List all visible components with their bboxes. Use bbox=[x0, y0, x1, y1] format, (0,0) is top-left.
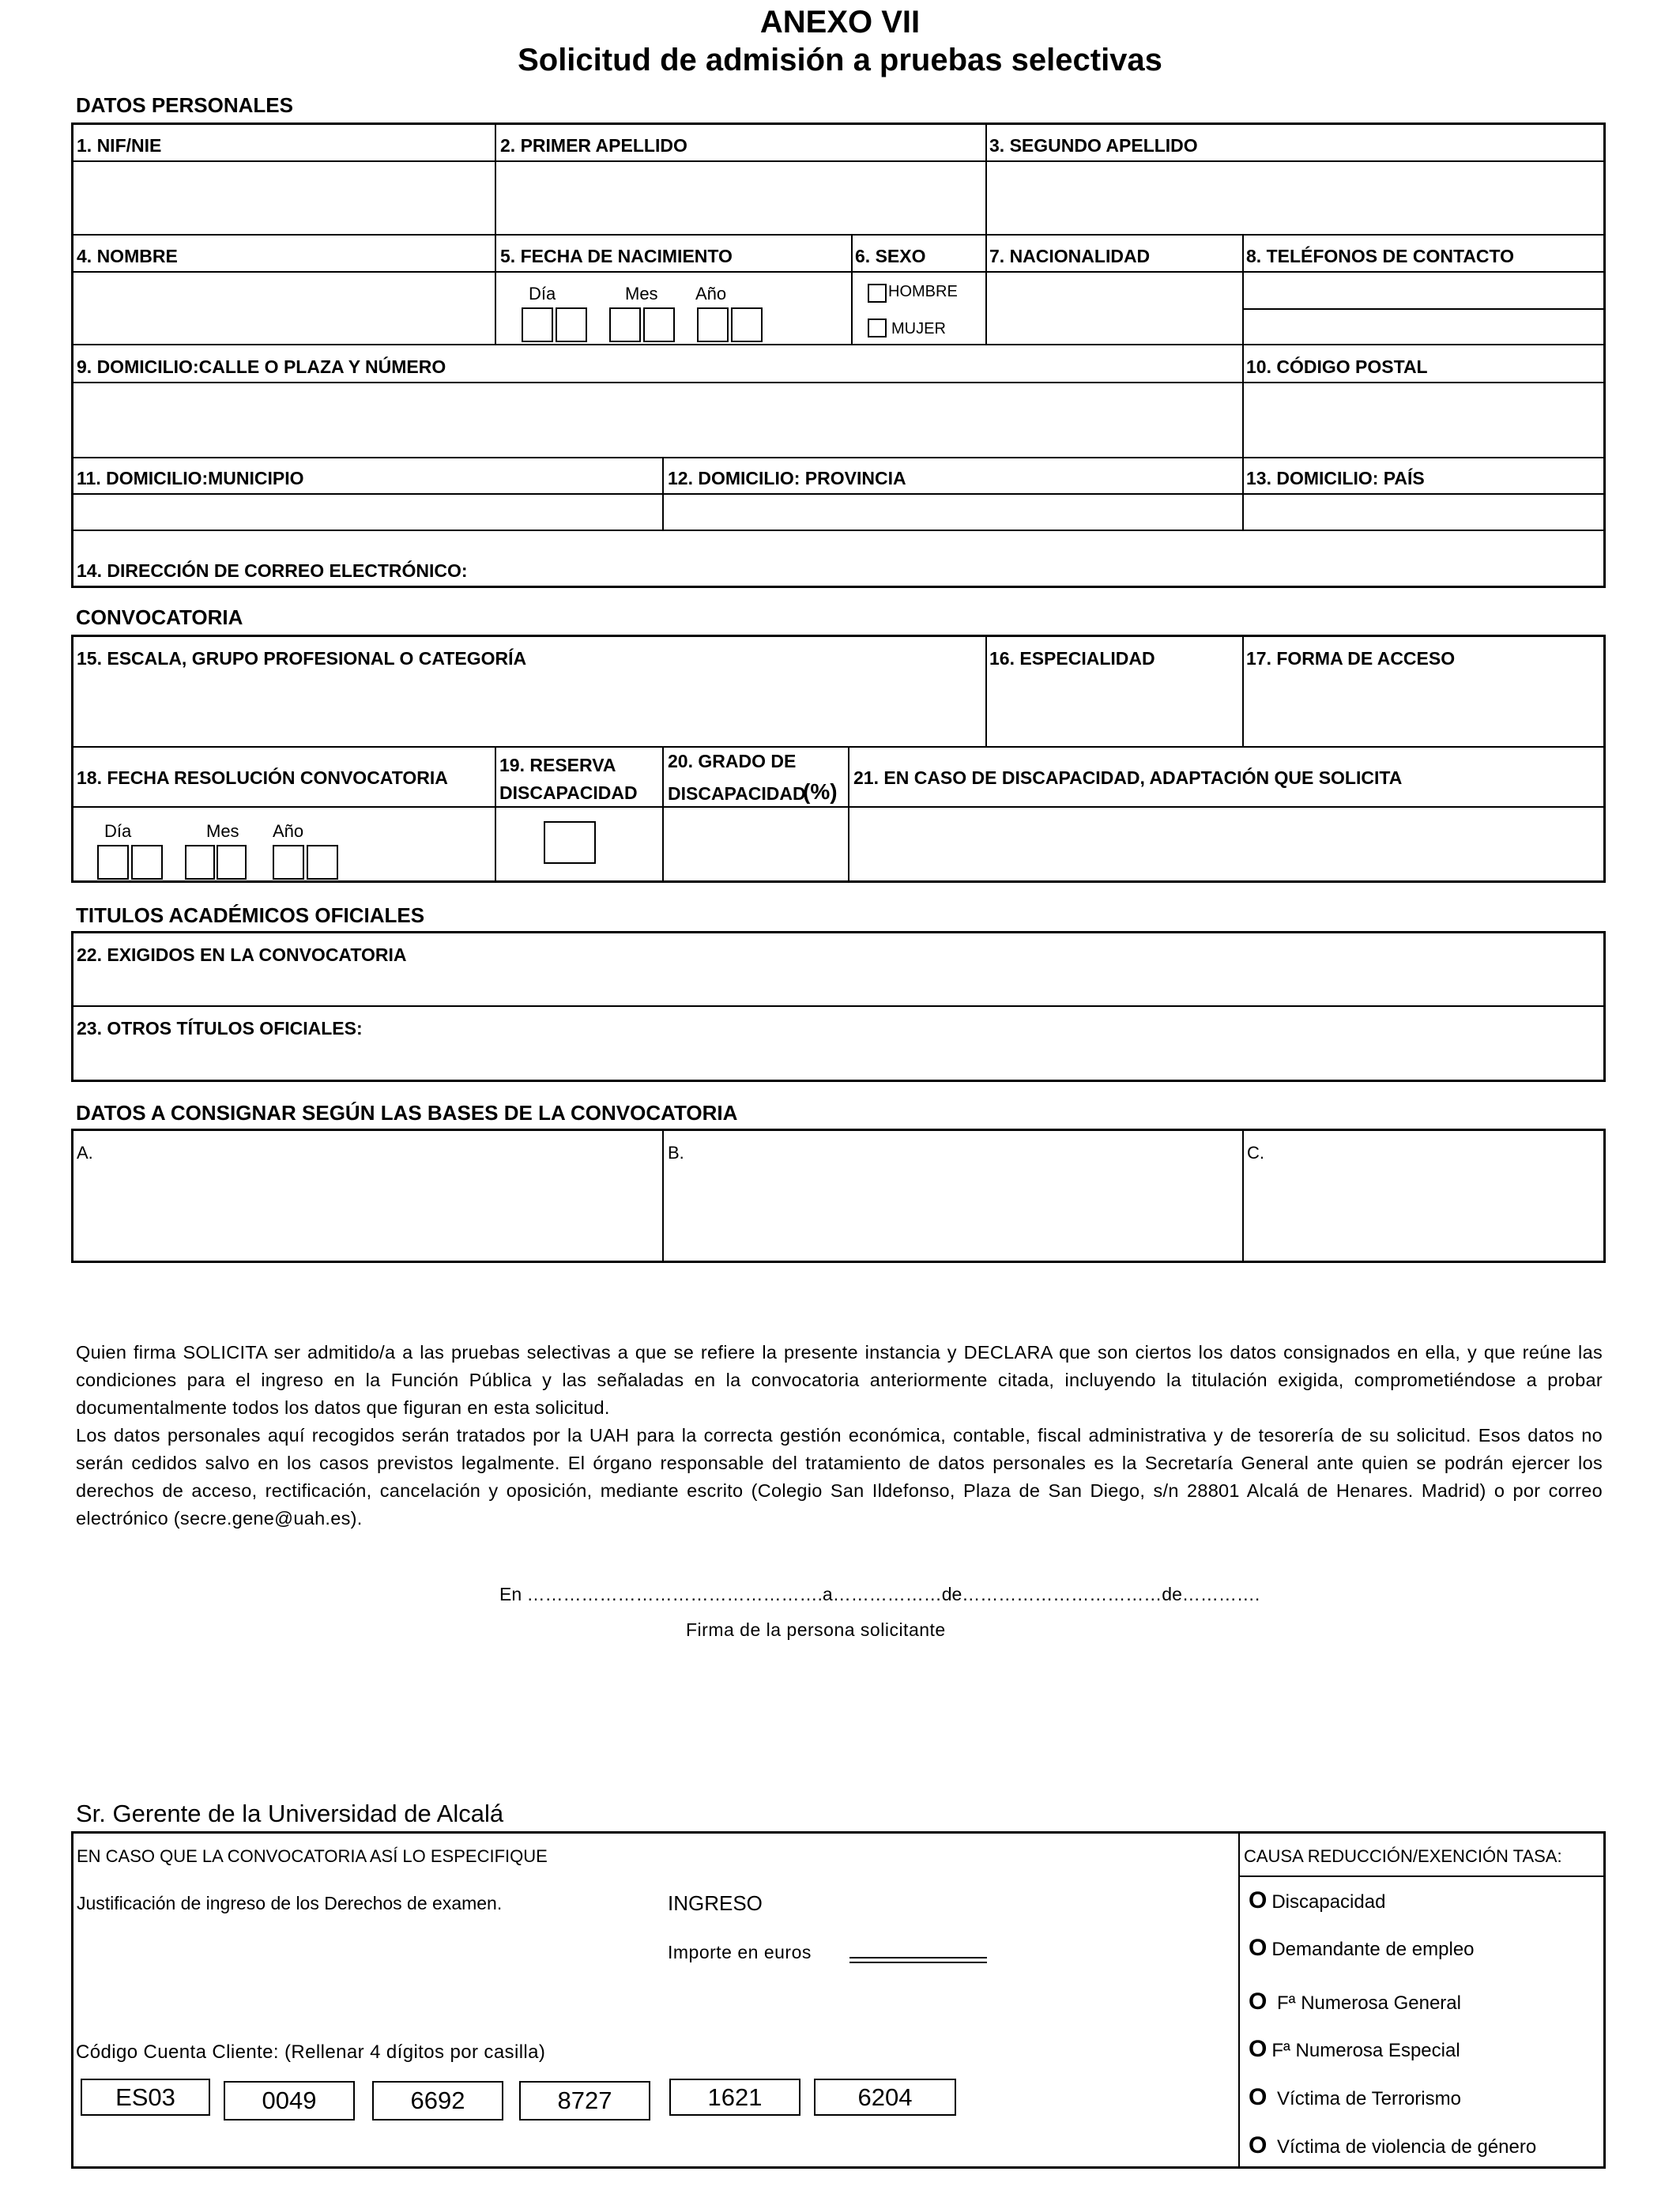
nacionalidad-input[interactable] bbox=[988, 273, 1241, 343]
base-b-input[interactable] bbox=[664, 1168, 1241, 1261]
causa-discapacidad[interactable] bbox=[1249, 1887, 1385, 1914]
cuenta-casilla-numero-1[interactable]: 1621 bbox=[669, 2079, 800, 2116]
field-primer-apellido: 2. PRIMER APELLIDO bbox=[500, 135, 687, 156]
field-telefonos: 8. TELÉFONOS DE CONTACTO bbox=[1246, 246, 1515, 266]
titulos-exigidos-input[interactable] bbox=[395, 933, 1603, 1005]
birth-year-digit[interactable] bbox=[731, 307, 763, 342]
ingreso-label: INGRESO bbox=[668, 1891, 763, 1915]
sexo-hombre-label: HOMBRE bbox=[888, 283, 958, 300]
form-title: Solicitud de admisión a pruebas selectivas bbox=[518, 43, 1162, 77]
field-base-a: A. bbox=[77, 1143, 93, 1163]
provincia-input[interactable] bbox=[664, 495, 1241, 529]
field-otros-titulos: 23. OTROS TÍTULOS OFICIALES: bbox=[77, 1018, 363, 1039]
field-nombre: 4. NOMBRE bbox=[77, 246, 178, 266]
field-forma-acceso: 17. FORMA DE ACCESO bbox=[1246, 648, 1456, 669]
municipio-input[interactable] bbox=[73, 495, 661, 529]
radio-icon: O bbox=[1249, 2036, 1268, 2062]
birth-day-digit[interactable] bbox=[556, 307, 587, 342]
base-c-input[interactable] bbox=[1245, 1168, 1603, 1261]
birth-day-digit[interactable] bbox=[522, 307, 553, 342]
field-domicilio-calle: 9. DOMICILIO:CALLE O PLAZA Y NÚMERO bbox=[77, 356, 446, 377]
causa-familia-numerosa-general[interactable] bbox=[1249, 1989, 1461, 2015]
field-segundo-apellido: 3. SEGUNDO APELLIDO bbox=[989, 135, 1198, 156]
radio-icon: O bbox=[1249, 2132, 1268, 2158]
radio-icon: O bbox=[1249, 1887, 1268, 1913]
resolucion-day-digit[interactable] bbox=[97, 845, 129, 880]
sexo-mujer-checkbox[interactable] bbox=[868, 319, 887, 337]
resolucion-month-digit[interactable] bbox=[185, 845, 215, 880]
field-base-b: B. bbox=[668, 1143, 684, 1163]
pago-header-right: CAUSA REDUCCIÓN/EXENCIÓN TASA: bbox=[1244, 1846, 1562, 1866]
birth-month-digit[interactable] bbox=[609, 307, 641, 342]
base-a-input[interactable] bbox=[73, 1168, 661, 1261]
primer-apellido-input[interactable] bbox=[497, 162, 984, 233]
nif-nie-input[interactable] bbox=[73, 162, 493, 233]
resolucion-day-label: Día bbox=[104, 821, 132, 841]
field-reserva-discapacidad-1: 19. RESERVA bbox=[499, 755, 616, 775]
email-input[interactable] bbox=[443, 532, 1603, 586]
declaracion-solicita: Quien firma SOLICITA ser admitido/a a las pruebas selectivas a que se refiere la presente instancia y DECLARA que son ciertos los datos consignados en ella, y que reúne las condiciones para el ingreso en la Función Pública y las señaladas en la convocatoria anteriormente citada, incluyendo la titulación exigida, comprometiéndose a probar documentalmente todos los datos que figuran en esta solicitud. bbox=[76, 1342, 1603, 1418]
importe-input[interactable] bbox=[849, 1957, 987, 1963]
causa-label: Demandante de empleo bbox=[1271, 1939, 1475, 1960]
cuenta-casilla-entidad[interactable]: 0049 bbox=[224, 2081, 355, 2120]
telefono-2-input[interactable] bbox=[1245, 310, 1603, 343]
grado-discapacidad-input[interactable] bbox=[665, 809, 846, 881]
sexo-hombre-checkbox[interactable] bbox=[868, 284, 887, 303]
field-fecha-nacimiento: 5. FECHA DE NACIMIENTO bbox=[500, 246, 733, 266]
declaracion-proteccion-datos: Los datos personales aquí recogidos serán tratados por la UAH para la correcta gestión económica, contable, fiscal administrativa y de tesorería de su solicitud. Esos datos no serán cedidos salvo en los casos previstos legalmente. El órgano responsable del tratamiento de datos personales es la Secretaría General ante quien se podrán ejercer los derechos de acceso, rectificación, cancelación y oposición, mediante escrito (Colegio San Ildefonso, Plaza de San Diego, s/n 28801 Alcalá de Henares. Madrid) o por correo electrónico (secre.gene@uah.es). bbox=[76, 1425, 1603, 1529]
radio-icon: O bbox=[1249, 1935, 1268, 1961]
field-base-c: C. bbox=[1247, 1143, 1264, 1163]
causa-label: Víctima de Terrorismo bbox=[1271, 2088, 1461, 2109]
forma-acceso-input[interactable] bbox=[1245, 677, 1603, 745]
annex-title: ANEXO VII bbox=[759, 5, 921, 40]
field-provincia: 12. DOMICILIO: PROVINCIA bbox=[668, 468, 906, 488]
cuenta-casilla-iban[interactable]: ES03 bbox=[81, 2079, 210, 2116]
especialidad-input[interactable] bbox=[988, 677, 1241, 745]
birth-year-label: Año bbox=[695, 284, 727, 303]
field-fecha-resolucion: 18. FECHA RESOLUCIÓN CONVOCATORIA bbox=[77, 767, 448, 788]
section-convocatoria: CONVOCATORIA bbox=[76, 605, 243, 629]
field-municipio: 11. DOMICILIO:MUNICIPIO bbox=[77, 468, 304, 488]
field-especialidad: 16. ESPECIALIDAD bbox=[989, 648, 1155, 669]
section-titulos: TITULOS ACADÉMICOS OFICIALES bbox=[76, 903, 425, 927]
declaracion-text bbox=[76, 1339, 1603, 1532]
birth-day-label: Día bbox=[529, 284, 556, 303]
field-pais: 13. DOMICILIO: PAÍS bbox=[1246, 468, 1425, 488]
field-escala-grupo: 15. ESCALA, GRUPO PROFESIONAL O CATEGORÍA bbox=[77, 648, 527, 669]
field-titulos-exigidos: 22. EXIGIDOS EN LA CONVOCATORIA bbox=[77, 944, 407, 965]
birth-month-digit[interactable] bbox=[643, 307, 675, 342]
pago-header-left: EN CASO QUE LA CONVOCATORIA ASÍ LO ESPECIFIQUE bbox=[77, 1846, 548, 1866]
importe-label: Importe en euros bbox=[668, 1942, 812, 1962]
adaptacion-input[interactable] bbox=[850, 809, 1603, 881]
causa-label: Fª Numerosa General bbox=[1271, 1992, 1461, 2014]
field-grado-discapacidad-2: DISCAPACIDAD bbox=[668, 783, 806, 804]
escala-grupo-input[interactable] bbox=[73, 677, 984, 745]
justificacion-label: Justificación de ingreso de los Derechos de examen. bbox=[77, 1893, 503, 1913]
percent-sign: (%) bbox=[803, 779, 838, 804]
birth-month-label: Mes bbox=[625, 284, 658, 303]
field-adaptacion: 21. EN CASO DE DISCAPACIDAD, ADAPTACIÓN QUE SOLICITA bbox=[853, 767, 1403, 788]
cuenta-casilla-oficina[interactable]: 6692 bbox=[372, 2081, 503, 2120]
cuenta-casilla-dc[interactable]: 8727 bbox=[519, 2081, 650, 2120]
causa-demandante-empleo[interactable] bbox=[1249, 1935, 1475, 1962]
radio-icon: O bbox=[1249, 2084, 1268, 2110]
pais-input[interactable] bbox=[1245, 495, 1603, 529]
firma-label: Firma de la persona solicitante bbox=[686, 1619, 946, 1640]
nombre-input[interactable] bbox=[73, 273, 493, 343]
causa-label: Discapacidad bbox=[1271, 1891, 1386, 1913]
section-bases: DATOS A CONSIGNAR SEGÚN LAS BASES DE LA CONVOCATORIA bbox=[76, 1101, 738, 1125]
field-email: 14. DIRECCIÓN DE CORREO ELECTRÓNICO: bbox=[77, 560, 468, 581]
destinatario: Sr. Gerente de la Universidad de Alcalá bbox=[76, 1800, 504, 1827]
resolucion-year-digit[interactable] bbox=[307, 845, 338, 880]
field-codigo-postal: 10. CÓDIGO POSTAL bbox=[1246, 356, 1428, 377]
resolucion-year-digit[interactable] bbox=[273, 845, 304, 880]
telefono-1-input[interactable] bbox=[1245, 273, 1603, 307]
segundo-apellido-input[interactable] bbox=[988, 162, 1603, 233]
section-datos-personales: DATOS PERSONALES bbox=[76, 93, 293, 117]
codigo-postal-input[interactable] bbox=[1245, 383, 1603, 456]
field-sexo: 6. SEXO bbox=[855, 246, 926, 266]
field-grado-discapacidad-1: 20. GRADO DE bbox=[668, 751, 797, 771]
otros-titulos-input[interactable] bbox=[395, 1007, 1603, 1080]
resolucion-month-label: Mes bbox=[206, 821, 239, 841]
causa-familia-numerosa-especial[interactable] bbox=[1249, 2036, 1460, 2063]
field-nif-nie: 1. NIF/NIE bbox=[77, 135, 162, 156]
domicilio-calle-input[interactable] bbox=[73, 383, 1241, 456]
causa-victima-terrorismo[interactable] bbox=[1249, 2084, 1461, 2111]
lugar-fecha-line[interactable]: En ………………………………………….a………………de……………………………de…………. bbox=[499, 1584, 1260, 1604]
field-nacionalidad: 7. NACIONALIDAD bbox=[989, 246, 1151, 266]
resolucion-day-digit[interactable] bbox=[131, 845, 163, 880]
cuenta-casilla-numero-2[interactable]: 6204 bbox=[814, 2079, 956, 2116]
codigo-cuenta-label: Código Cuenta Cliente: (Rellenar 4 dígitos por casilla) bbox=[76, 2041, 546, 2063]
radio-icon: O bbox=[1249, 1989, 1268, 2015]
birth-year-digit[interactable] bbox=[697, 307, 729, 342]
causa-label: Víctima de violencia de género bbox=[1271, 2136, 1537, 2158]
resolucion-year-label: Año bbox=[273, 821, 304, 841]
causa-label: Fª Numerosa Especial bbox=[1271, 2040, 1460, 2061]
sexo-mujer-label: MUJER bbox=[891, 320, 946, 337]
field-reserva-discapacidad-2: DISCAPACIDAD bbox=[499, 782, 638, 803]
resolucion-month-digit[interactable] bbox=[217, 845, 247, 880]
causa-victima-violencia-genero[interactable] bbox=[1249, 2132, 1536, 2159]
reserva-discapacidad-checkbox[interactable] bbox=[544, 821, 596, 864]
